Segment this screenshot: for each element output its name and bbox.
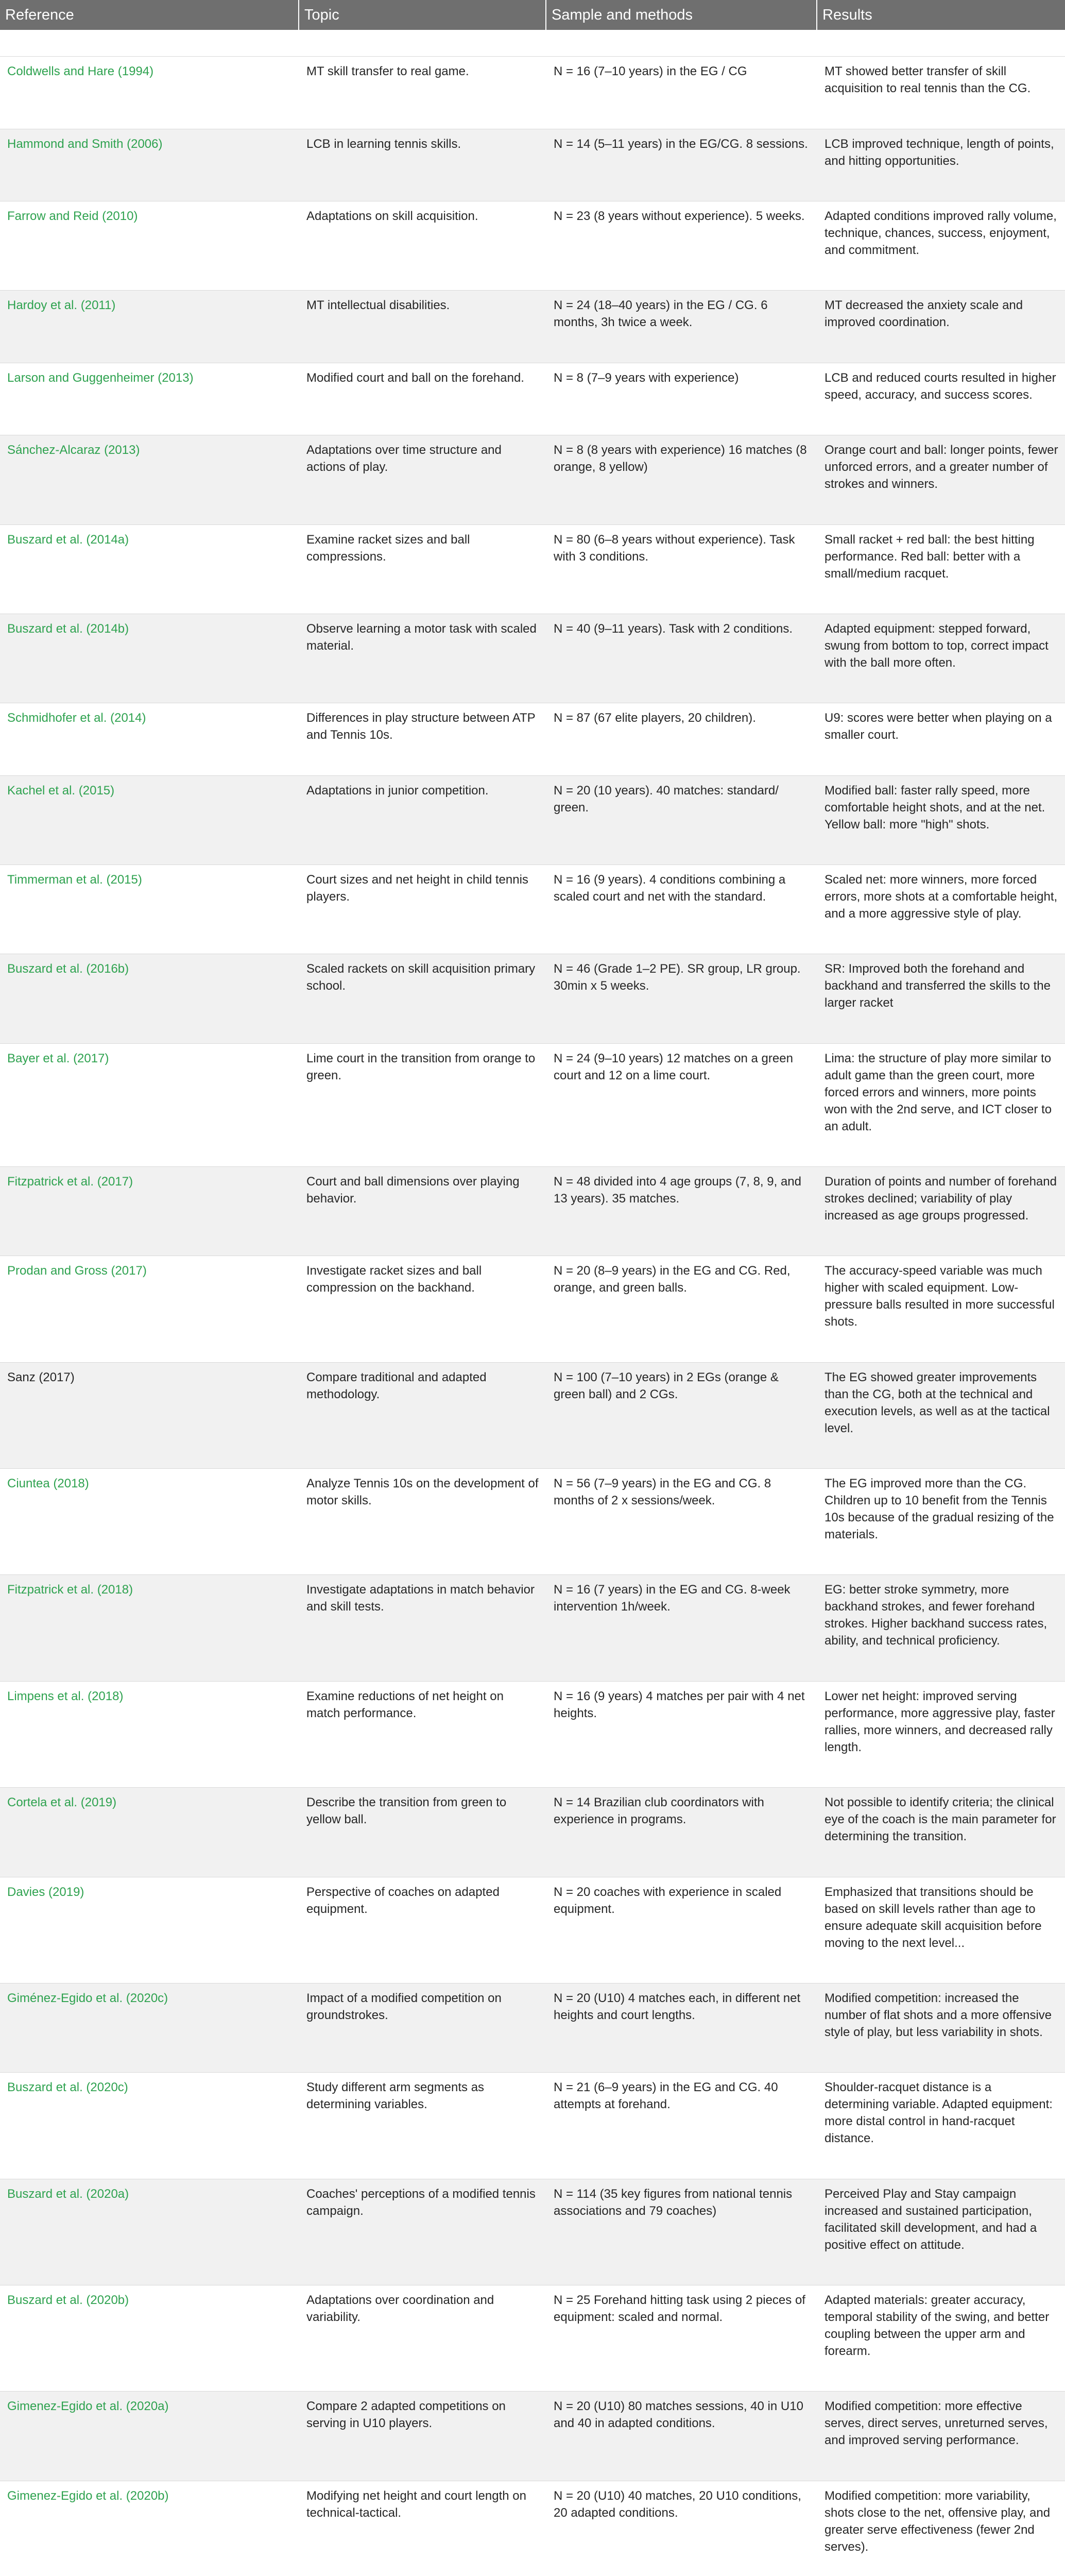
topic-cell: Court sizes and net height in child tennis players. [299,865,546,954]
topic-cell: Investigate adaptations in match behavior and skill tests. [299,1574,546,1681]
reference-cell[interactable]: Hardoy et al. (2011) [0,290,299,362]
topic-cell: Differences in play structure between ATP and Tennis 10s. [299,703,546,775]
reference-cell[interactable]: Buszard et al. (2016b) [0,954,299,1043]
topic-cell: Examine reductions of net height on match performance. [299,1681,546,1787]
sample-cell: N = 56 (7–9 years) in the EG and CG. 8 months of 2 x sessions/week. [546,1468,817,1574]
header-results: Results [817,0,1065,30]
results-cell: SR: Improved both the forehand and backhand and transferred the skills to the larger racket [817,954,1065,1043]
topic-cell: Analyze Tennis 10s on the development of motor skills. [299,1468,546,1574]
sample-cell: N = 16 (7–10 years) in the EG / CG [546,56,817,128]
results-cell: Adapted conditions improved rally volume, technique, chances, success, enjoyment, and commitment. [817,201,1065,290]
reference-cell[interactable]: Fitzpatrick et al. (2018) [0,1574,299,1681]
topic-cell: Court and ball dimensions over playing behavior. [299,1166,546,1256]
header-sample: Sample and methods [546,0,817,30]
results-cell: Emphasized that transitions should be based on skill levels rather than age to ensure adequate skill acquisition before moving to the next level... [817,1877,1065,1983]
results-cell: Not possible to identify criteria; the clinical eye of the coach is the main parameter for determining the transition. [817,1787,1065,1876]
reference-cell[interactable]: Schmidhofer et al. (2014) [0,703,299,775]
topic-cell: Observe learning a motor task with scaled material. [299,614,546,703]
reference-cell[interactable]: Coldwells and Hare (1994) [0,56,299,128]
results-cell: Shoulder-racquet distance is a determining variable. Adapted equipment: more distal control in hand-racquet distance. [817,2072,1065,2178]
results-cell: Perceived Play and Stay campaign increased and sustained participation, facilitated skill development, and had a positive effect on attitude. [817,2179,1065,2285]
reference-cell[interactable]: Buszard et al. (2020c) [0,2072,299,2178]
topic-cell: Modifying net height and court length on technical-tactical. [299,2481,546,2576]
topic-cell: Examine racket sizes and ball compressions. [299,524,546,614]
results-cell: Modified ball: faster rally speed, more comfortable height shots, and at the net. Yellow ball: more "high" shots. [817,775,1065,865]
reference-cell[interactable]: Fitzpatrick et al. (2017) [0,1166,299,1256]
sample-cell: N = 100 (7–10 years) in 2 EGs (orange & green ball) and 2 CGs. [546,1362,817,1468]
results-cell: Adapted equipment: stepped forward, swung from bottom to top, correct impact with the ball more often. [817,614,1065,703]
sample-cell: N = 20 (U10) 40 matches, 20 U10 conditions, 20 adapted conditions. [546,2481,817,2576]
sample-cell: N = 16 (7 years) in the EG and CG. 8-week intervention 1h/week. [546,1574,817,1681]
results-cell: MT decreased the anxiety scale and improved coordination. [817,290,1065,362]
topic-cell: Perspective of coaches on adapted equipment. [299,1877,546,1983]
results-cell: Adapted materials: greater accuracy, temporal stability of the swing, and better coupling between the upper arm and forearm. [817,2285,1065,2391]
sample-cell: N = 16 (9 years) 4 matches per pair with 4 net heights. [546,1681,817,1787]
sample-cell: N = 21 (6–9 years) in the EG and CG. 40 attempts at forehand. [546,2072,817,2178]
sample-cell: N = 24 (9–10 years) 12 matches on a green court and 12 on a lime court. [546,1043,817,1166]
reference-cell[interactable]: Kachel et al. (2015) [0,775,299,865]
reference-cell[interactable]: Limpens et al. (2018) [0,1681,299,1787]
topic-cell: MT intellectual disabilities. [299,290,546,362]
reference-cell[interactable]: Buszard et al. (2020a) [0,2179,299,2285]
reference-cell[interactable]: Larson and Guggenheimer (2013) [0,363,299,435]
results-cell: Modified competition: increased the number of flat shots and a more offensive style of play, but less variability in shots. [817,1983,1065,2072]
topic-cell: Investigate racket sizes and ball compression on the backhand. [299,1256,546,1362]
results-cell: Modified competition: more variability, shots close to the net, offensive play, and greater serve effectiveness (fewer 2nd serves). [817,2481,1065,2576]
sample-cell: N = 20 (8–9 years) in the EG and CG. Red, orange, and green balls. [546,1256,817,1362]
topic-cell: Modified court and ball on the forehand. [299,363,546,435]
topic-cell: LCB in learning tennis skills. [299,129,546,201]
reference-cell[interactable]: Bayer et al. (2017) [0,1043,299,1166]
topic-cell: Lime court in the transition from orange to green. [299,1043,546,1166]
reference-cell[interactable]: Prodan and Gross (2017) [0,1256,299,1362]
results-cell: The accuracy-speed variable was much higher with scaled equipment. Low-pressure balls resulted in more successful shots. [817,1256,1065,1362]
results-cell: Scaled net: more winners, more forced errors, more shots at a comfortable height, and a more aggressive style of play. [817,865,1065,954]
reference-cell[interactable]: Buszard et al. (2020b) [0,2285,299,2391]
topic-cell: Compare 2 adapted competitions on serving in U10 players. [299,2391,546,2480]
results-cell: LCB improved technique, length of points, and hitting opportunities. [817,129,1065,201]
results-cell: Small racket + red ball: the best hitting performance. Red ball: better with a small/medium racquet. [817,524,1065,614]
sample-cell: N = 14 Brazilian club coordinators with experience in programs. [546,1787,817,1876]
results-cell: Lima: the structure of play more similar to adult game than the green court, more forced errors and winners, more points won with the 2nd serve, and ICT closer to an adult. [817,1043,1065,1166]
results-cell: MT showed better transfer of skill acquisition to real tennis than the CG. [817,56,1065,128]
topic-cell: Adaptations on skill acquisition. [299,201,546,290]
sample-cell: N = 20 (U10) 80 matches sessions, 40 in U10 and 40 in adapted conditions. [546,2391,817,2480]
reference-cell[interactable]: Farrow and Reid (2010) [0,201,299,290]
sample-cell: N = 80 (6–8 years without experience). Task with 3 conditions. [546,524,817,614]
sample-cell: N = 46 (Grade 1–2 PE). SR group, LR group. 30min x 5 weeks. [546,954,817,1043]
reference-cell[interactable]: Cortela et al. (2019) [0,1787,299,1876]
topic-cell: Adaptations over time structure and actions of play. [299,435,546,524]
sample-cell: N = 20 coaches with experience in scaled equipment. [546,1877,817,1983]
topic-cell: Impact of a modified competition on groundstrokes. [299,1983,546,2072]
sample-cell: N = 8 (7–9 years with experience) [546,363,817,435]
reference-cell[interactable]: Davies (2019) [0,1877,299,1983]
sample-cell: N = 24 (18–40 years) in the EG / CG. 6 months, 3h twice a week. [546,290,817,362]
sample-cell: N = 23 (8 years without experience). 5 weeks. [546,201,817,290]
sample-cell: N = 114 (35 key figures from national tennis associations and 79 coaches) [546,2179,817,2285]
topic-cell: Coaches' perceptions of a modified tennis campaign. [299,2179,546,2285]
reference-cell: Sanz (2017) [0,1362,299,1468]
results-cell: U9: scores were better when playing on a smaller court. [817,703,1065,775]
results-cell: LCB and reduced courts resulted in higher speed, accuracy, and success scores. [817,363,1065,435]
sample-cell: N = 8 (8 years with experience) 16 matches (8 orange, 8 yellow) [546,435,817,524]
reference-cell[interactable]: Hammond and Smith (2006) [0,129,299,201]
topic-cell: Adaptations over coordination and variability. [299,2285,546,2391]
reference-cell[interactable]: Sánchez-Alcaraz (2013) [0,435,299,524]
results-cell: Orange court and ball: longer points, fewer unforced errors, and a greater number of strokes and winners. [817,435,1065,524]
header-reference: Reference [0,0,299,30]
reference-cell[interactable]: Timmerman et al. (2015) [0,865,299,954]
results-cell: EG: better stroke symmetry, more backhand strokes, and fewer forehand strokes. Higher backhand success rates, ability, and technical proficiency. [817,1574,1065,1681]
topic-cell: Study different arm segments as determining variables. [299,2072,546,2178]
sample-cell: N = 48 divided into 4 age groups (7, 8, 9, and 13 years). 35 matches. [546,1166,817,1256]
sample-cell: N = 14 (5–11 years) in the EG/CG. 8 sessions. [546,129,817,201]
reference-cell[interactable]: Gimenez-Egido et al. (2020b) [0,2481,299,2576]
topic-cell: Describe the transition from green to yellow ball. [299,1787,546,1876]
sample-cell: N = 87 (67 elite players, 20 children). [546,703,817,775]
header-topic: Topic [299,0,546,30]
results-cell: Duration of points and number of forehand strokes declined; variability of play increased as age groups progressed. [817,1166,1065,1256]
results-cell: Lower net height: improved serving performance, more aggressive play, faster rallies, more winners, and decreased rally length. [817,1681,1065,1787]
topic-cell: Adaptations in junior competition. [299,775,546,865]
topic-cell: MT skill transfer to real game. [299,56,546,128]
results-cell: The EG showed greater improvements than the CG, both at the technical and execution levels, as well as at the tactical level. [817,1362,1065,1468]
topic-cell: Compare traditional and adapted methodology. [299,1362,546,1468]
sample-cell: N = 25 Forehand hitting task using 2 pieces of equipment: scaled and normal. [546,2285,817,2391]
sample-cell: N = 20 (U10) 4 matches each, in different net heights and court lengths. [546,1983,817,2072]
reference-cell[interactable]: Buszard et al. (2014a) [0,524,299,614]
sample-cell: N = 40 (9–11 years). Task with 2 conditions. [546,614,817,703]
topic-cell: Scaled rackets on skill acquisition primary school. [299,954,546,1043]
reference-cell[interactable]: Ciuntea (2018) [0,1468,299,1574]
reference-cell[interactable]: Gimenez-Egido et al. (2020a) [0,2391,299,2480]
results-cell: The EG improved more than the CG. Children up to 10 benefit from the Tennis 10s because of the gradual resizing of the materials. [817,1468,1065,1574]
sample-cell: N = 16 (9 years). 4 conditions combining a scaled court and net with the standard. [546,865,817,954]
sample-cell: N = 20 (10 years). 40 matches: standard/ green. [546,775,817,865]
reference-cell[interactable]: Giménez-Egido et al. (2020c) [0,1983,299,2072]
reference-cell[interactable]: Buszard et al. (2014b) [0,614,299,703]
results-cell: Modified competition: more effective serves, direct serves, unreturned serves, and improved serving performance. [817,2391,1065,2480]
